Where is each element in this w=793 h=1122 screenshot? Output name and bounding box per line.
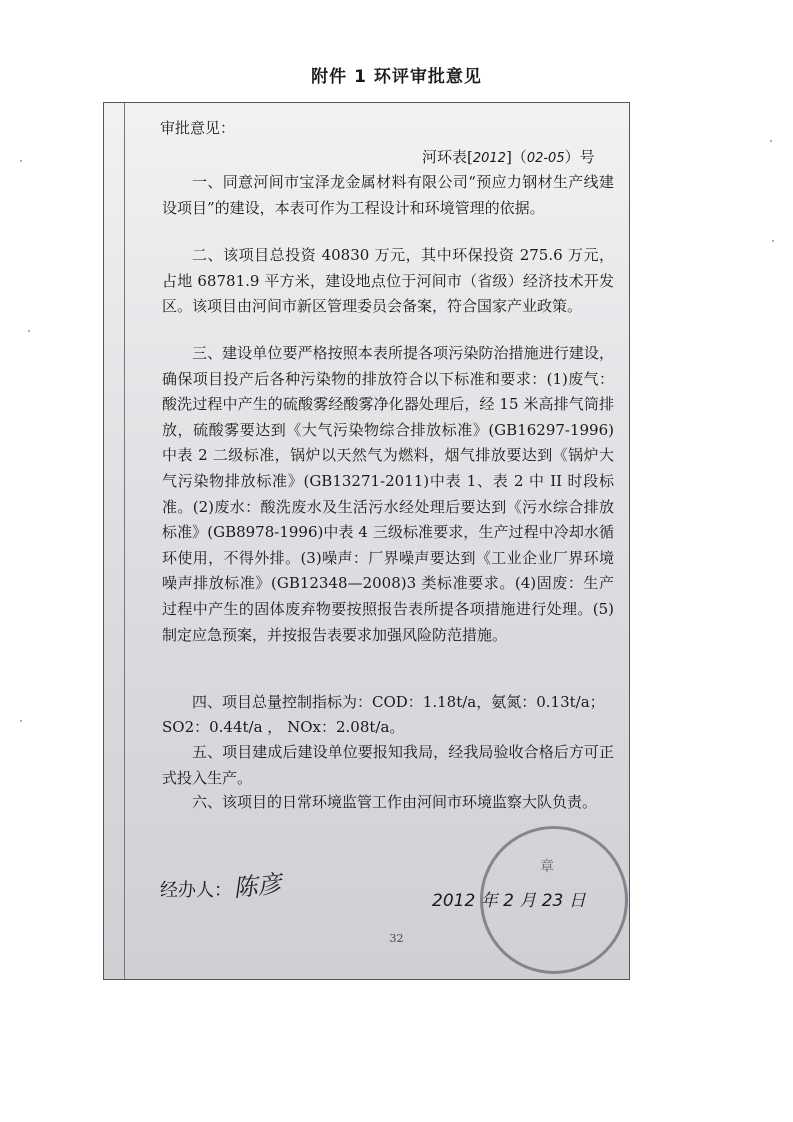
doc-number-seq: 02-05	[526, 151, 565, 166]
scan-speck	[770, 140, 772, 142]
page-number: 32	[389, 932, 404, 945]
paragraph-4-cont: SO2：0.44t/a ， NOx：2.08t/a。	[162, 718, 405, 736]
doc-number-year: 2012	[472, 151, 506, 166]
approval-opinion-label: 审批意见：	[160, 119, 236, 137]
doc-number-suffix: ）号	[564, 148, 595, 166]
scan-speck	[772, 240, 774, 242]
paragraph-6: 六、该项目的日常环境监管工作由河间市环境监察大队负责。	[192, 793, 598, 811]
scan-speck	[20, 720, 22, 722]
document-number	[422, 146, 595, 167]
page-title: 附件 1 环评审批意见	[311, 67, 482, 87]
handwritten-signature: 陈彦	[231, 869, 283, 903]
scan-speck	[28, 330, 30, 332]
approval-date: 2012 年 2 月 23 日	[432, 891, 586, 911]
paragraph-4: 四、项目总量控制指标为：COD：1.18t/a，氨氮：0.13t/a；	[192, 693, 605, 711]
paragraph-1: 一、同意河间市宝泽龙金属材料有限公司“预应力钢材生产线建设项目”的建设，本表可作为工程设计和环境管理的依据。	[162, 173, 614, 217]
paragraph-5: 五、项目建成后建设单位要报知我局，经我局验收合格后方可正式投入生产。	[162, 743, 614, 787]
doc-number-mid: ]（	[505, 148, 527, 166]
seal-text: 章	[540, 859, 554, 875]
doc-number-prefix: 河环表[	[422, 148, 473, 166]
handler-label: 经办人：	[160, 880, 232, 901]
paragraph-3: 三、建设单位要严格按照本表所提各项污染防治措施进行建设，确保项目投产后各种污染物的排放符合以下标准和要求：(1)废气：酸洗过程中产生的硫酸雾经酸雾净化器处理后，经 15 米高排气筒排放，硫酸雾要达到《大气污染物综合排放标准》(GB16297-1996)中表 2 二级标准，锅炉以天然气为燃料，烟气排放要达到《锅炉大气污染物排放标准》(GB13271-2011)中表 1、表 2 中 II 时段标准。(2)废水：酸洗废水及生活污水经处理后要达到《污水综合排放标准》(GB8978-1996)中表 4 三级标准要求，生产过程中冷却水循环使用，不得外排。(3)噪声：厂界噪声要达到《工业企业厂界环境噪声排放标准》(GB12348—2008)3 类标准要求。(4)固废：生产过程中产生的固体废弃物要按照报告表所提各项措施进行处理。(5)制定应急预案，并按报告表要求加强风险防范措施。	[162, 344, 614, 644]
scan-speck	[20, 160, 22, 162]
paragraph-2: 二、该项目总投资 40830 万元，其中环保投资 275.6 万元，占地 68781.9 平方米，建设地点位于河间市（省级）经济技术开发区。该项目由河间市新区管理委员会备案，符合国家产业政策。	[162, 246, 614, 316]
